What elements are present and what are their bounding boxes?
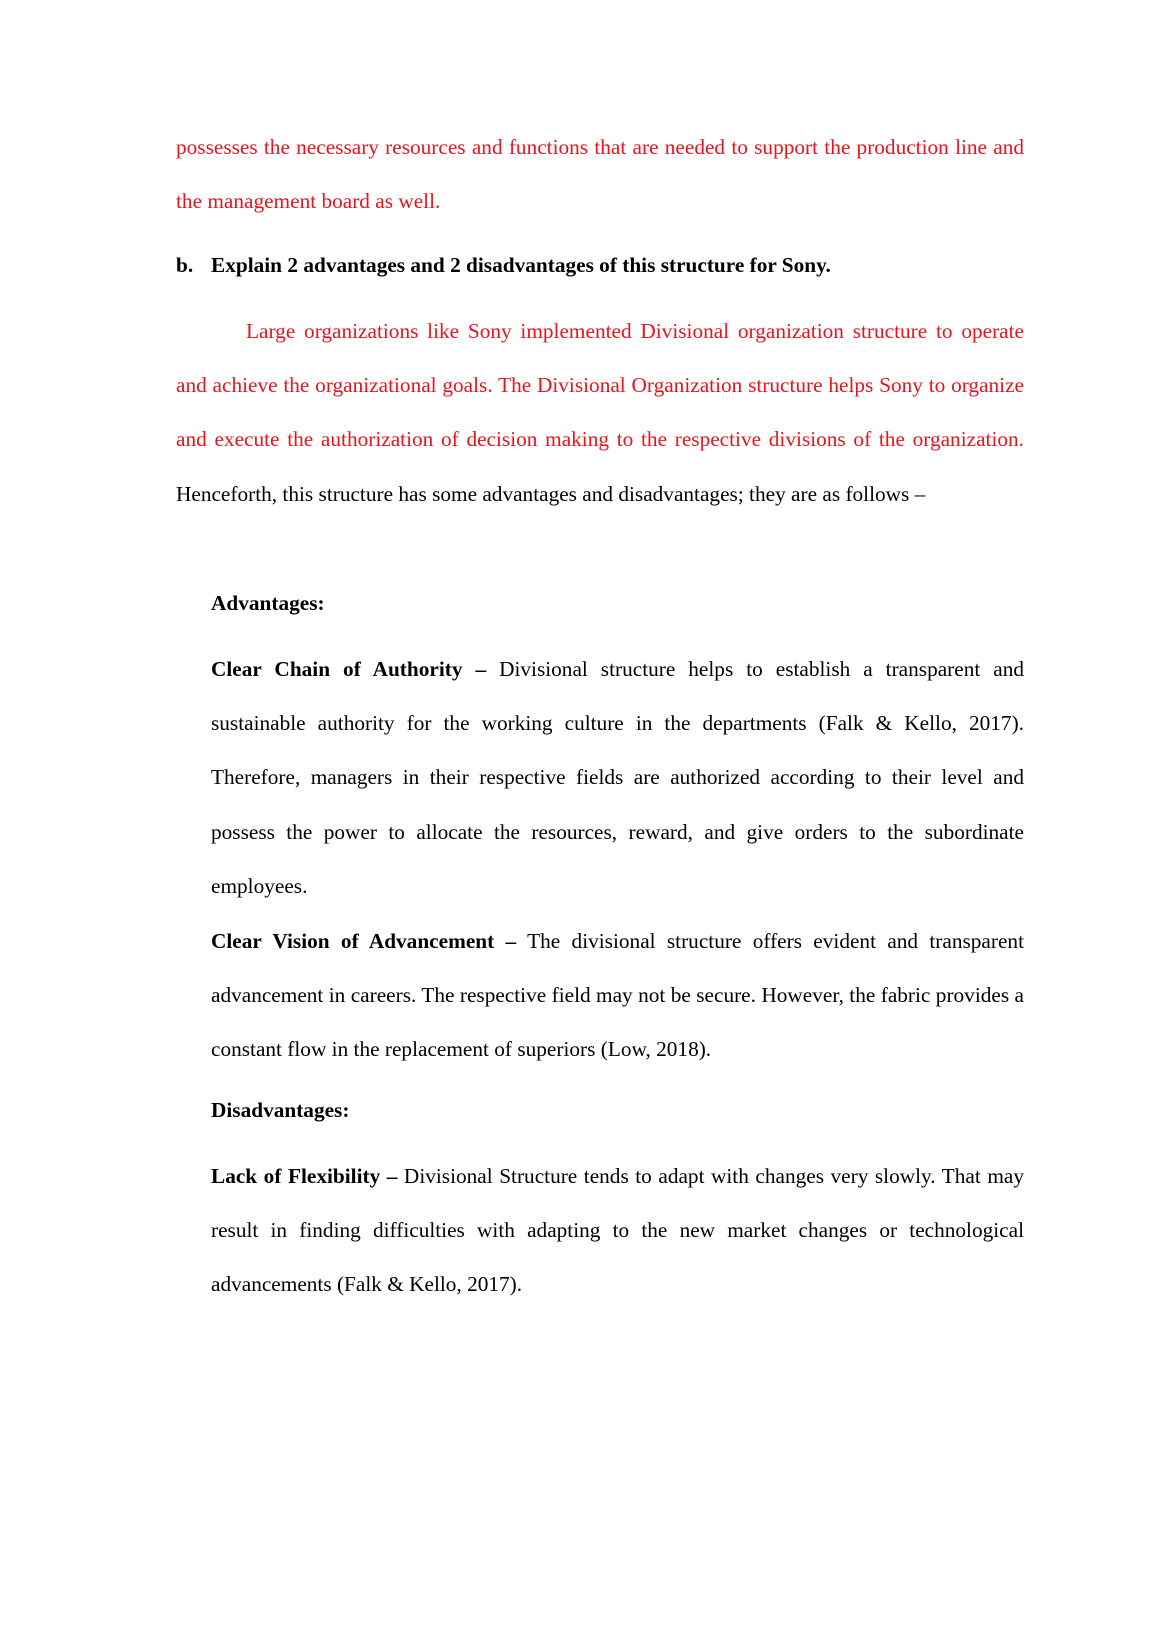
advantage-item-authority xyxy=(211,642,1024,913)
question-b-heading xyxy=(176,238,831,292)
intro-black-text: Henceforth, this structure has some advantages and disadvantages; they are as follows – xyxy=(176,481,926,506)
disadvantage-title: Lack of Flexibility – xyxy=(211,1164,398,1188)
advantage-item-advancement xyxy=(211,914,1024,1077)
disadvantage-item-flexibility xyxy=(211,1149,1024,1312)
question-b-marker: b. xyxy=(176,253,194,277)
advantages-heading: Advantages: xyxy=(211,591,325,615)
intro-paragraph xyxy=(176,304,1024,521)
disadvantage-body: Divisional Structure tends to adapt with changes very slowly. That may result in finding difficulties with adapting to the new market changes or technological advancements (Falk & Kello, 2017). xyxy=(211,1164,1024,1297)
intro-red-text: Large organizations like Sony implemented Divisional organization structure to operate and achieve the organizational goals. The Divisional Organization structure helps Sony to organize and execute the authorization of decision making to the respective divisions of the organization. xyxy=(176,319,1024,452)
advantage-title: Clear Vision of Advancement – xyxy=(211,929,517,953)
continuation-paragraph: possesses the necessary resources and functions that are needed to support the production line and the management board as well. xyxy=(176,135,1024,214)
question-b-text: Explain 2 advantages and 2 disadvantages of this structure for Sony. xyxy=(211,253,831,277)
advantage-title: Clear Chain of Authority – xyxy=(211,657,487,681)
advantage-body: Divisional structure helps to establish a transparent and sustainable authority for the working culture in the departments (Falk & Kello, 2017). Therefore, managers in their respective fields are authorized according to their level and possess the power to allocate the resources, reward, and give orders to the subordinate employees. xyxy=(211,657,1024,898)
advantage-body: The divisional structure offers evident and transparent advancement in careers. The respective field may not be secure. However, the fabric provides a constant flow in the replacement of superiors (Low, 2018). xyxy=(211,929,1024,1062)
disadvantages-heading: Disadvantages: xyxy=(211,1098,350,1122)
